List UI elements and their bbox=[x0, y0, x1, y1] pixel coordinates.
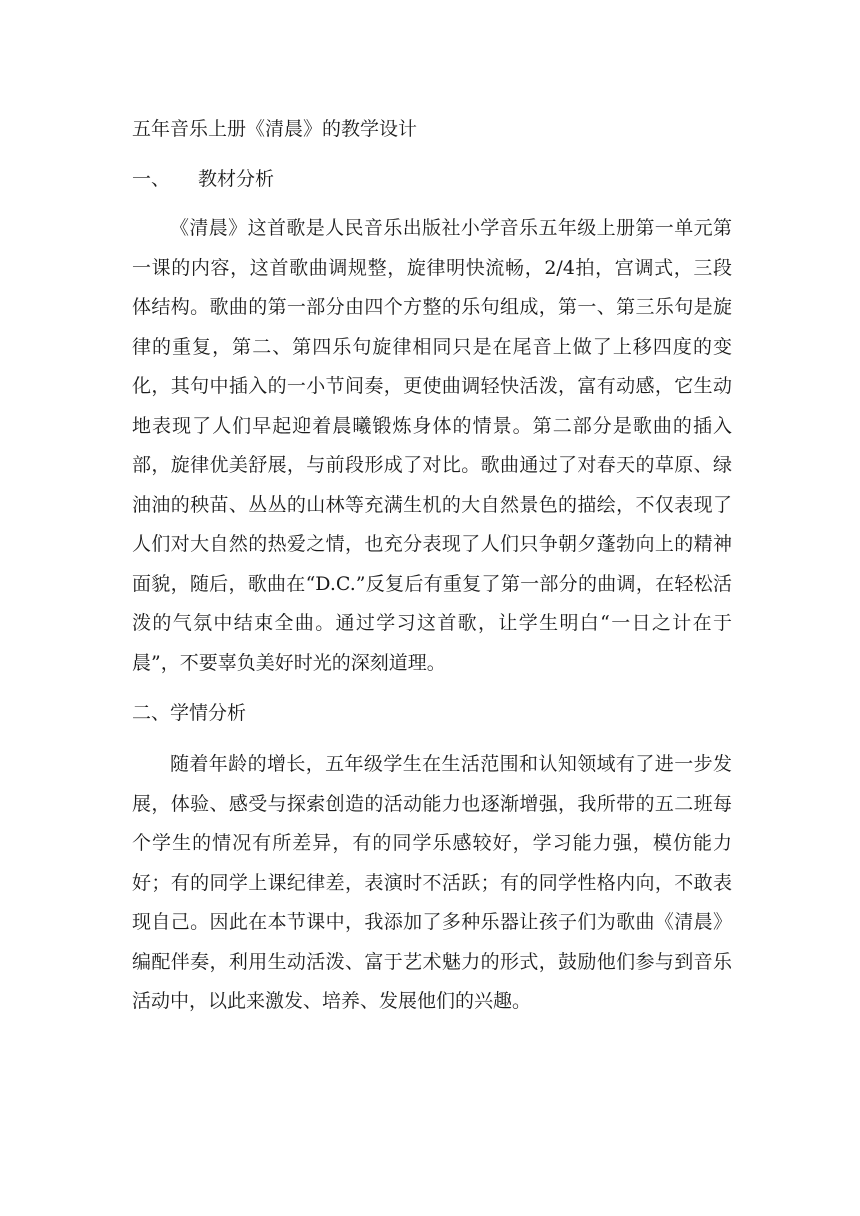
section-heading-2 bbox=[132, 693, 732, 733]
document-body bbox=[132, 109, 732, 1022]
section-paragraph-2: 随着年龄的增长，五年级学生在生活范围和认知领域有了进一步发展，体验、感受与探索创造的活动能力也逐渐增强，我所带的五二班每个学生的情况有所差异，有的同学乐感较好，学习能力强，模仿能力好；有的同学上课纪律差，表演时不活跃；有的同学性格内向，不敢表现自己。因此在本节课中，我添加了多种乐器让孩子们为歌曲《清晨》编配伴奏，利用生动活泼、富于艺术魅力的形式，鼓励他们参与到音乐活动中，以此来激发、培养、发展他们的兴趣。 bbox=[132, 753, 732, 1012]
section-title-2: 学情分析 bbox=[170, 702, 247, 724]
section-number-2: 二、 bbox=[132, 702, 171, 724]
section-number-1: 一、 bbox=[132, 168, 171, 190]
section-title-1: 教材分析 bbox=[198, 168, 275, 190]
section-paragraph-1: 《清晨》这首歌是人民音乐出版社小学音乐五年级上册第一单元第一课的内容，这首歌曲调规整，旋律明快流畅，2/4拍，宫调式，三段体结构。歌曲的第一部分由四个方整的乐句组成，第一、第三乐句是旋律的重复，第二、第四乐句旋律相同只是在尾音上做了上移四度的变化，其句中插入的一小节间奏，更使曲调轻快活泼，富有动感，它生动地表现了人们早起迎着晨曦锻炼身体的情景。第二部分是歌曲的插入部，旋律优美舒展，与前段形成了对比。歌曲通过了对春天的草原、绿油油的秧苗、丛丛的山林等充满生机的大自然景色的描绘，不仅表现了人们对大自然的热爱之情，也充分表现了人们只争朝夕蓬勃向上的精神面貌，随后，歌曲在“D.C.”反复后有重复了第一部分的曲调，在轻松活泼的气氛中结束全曲。通过学习这首歌，让学生明白“一日之计在于晨”，不要辜负美好时光的深刻道理。 bbox=[132, 217, 732, 674]
section-heading-1 bbox=[132, 159, 732, 199]
document-title: 五年音乐上册《清晨》的教学设计 bbox=[132, 118, 418, 140]
